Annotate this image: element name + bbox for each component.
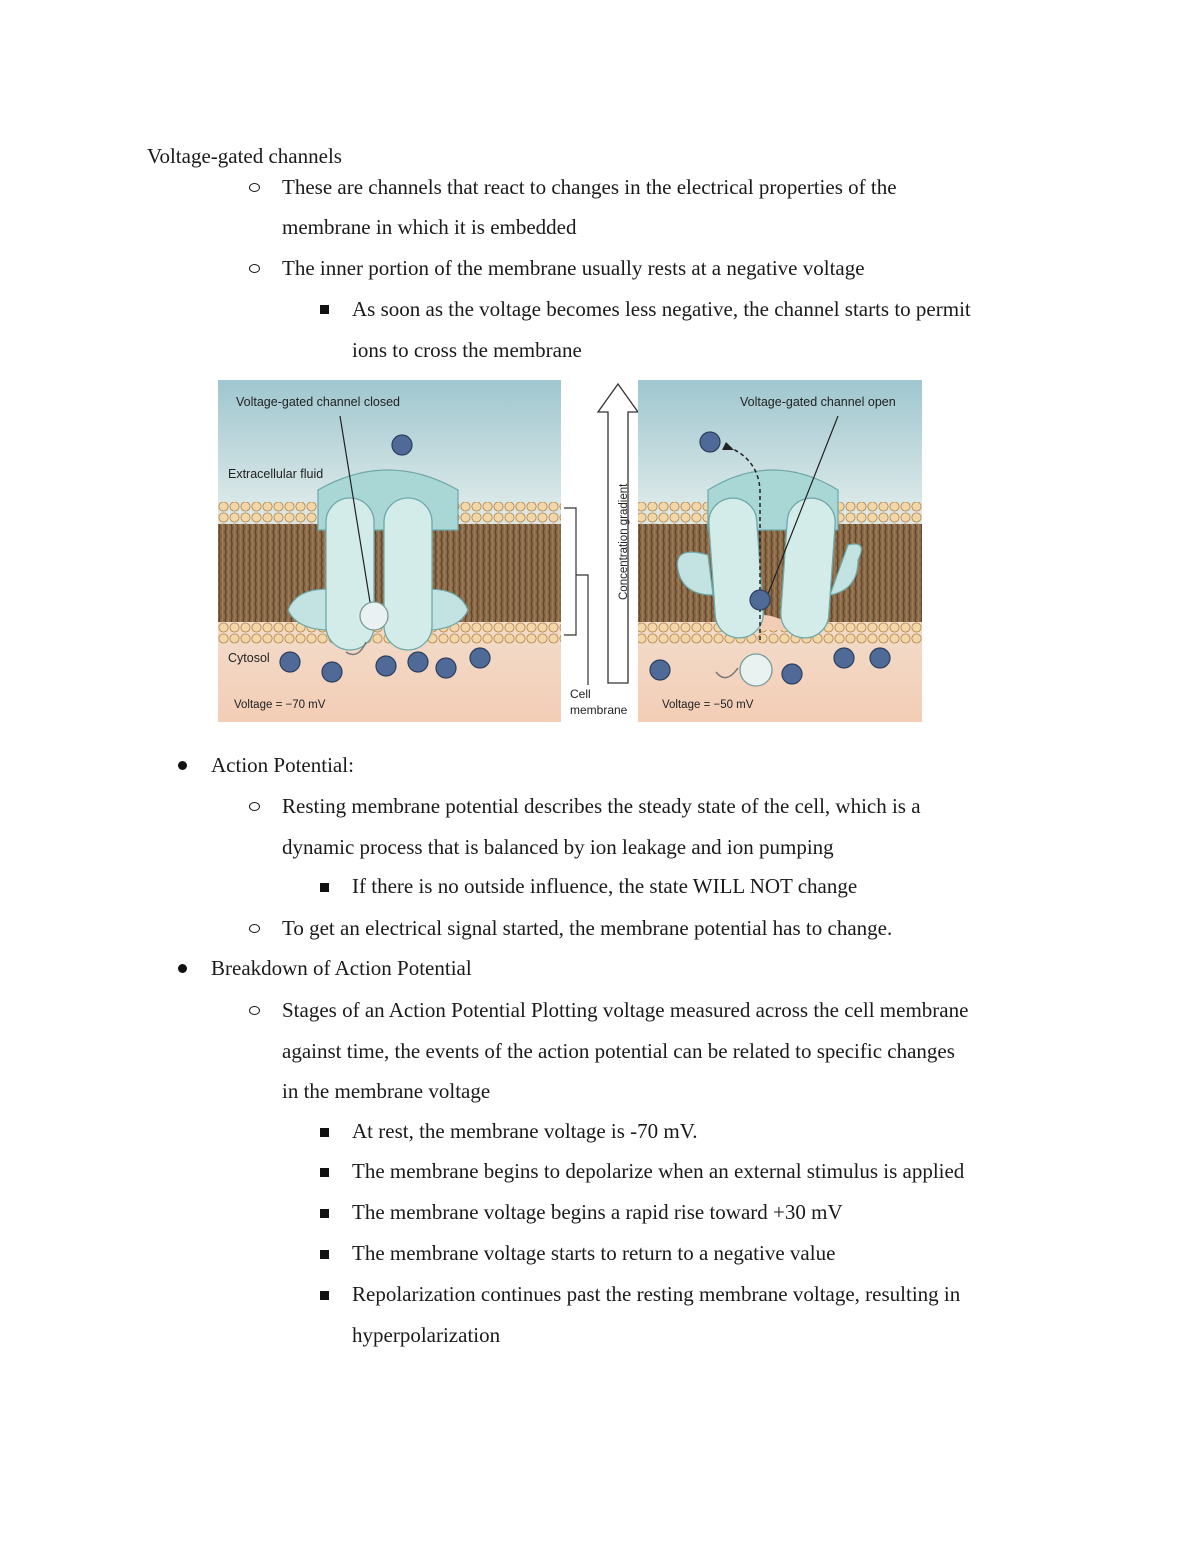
text-vg-b1-l2: membrane in which it is embedded bbox=[282, 215, 577, 239]
text-bd-s4: The membrane voltage starts to return to a negative value bbox=[352, 1241, 836, 1265]
ion-icon bbox=[376, 656, 396, 676]
bullet-square bbox=[320, 1291, 329, 1300]
label-concentration-gradient: Concentration gradient bbox=[618, 483, 630, 600]
bullet-circle bbox=[249, 183, 260, 192]
text-ap-b1a: If there is no outside influence, the state WILL NOT change bbox=[352, 874, 858, 898]
ion-icon bbox=[650, 660, 670, 680]
text-ap-b1-l1: Resting membrane potential describes the steady state of the cell, which is a bbox=[282, 794, 921, 818]
bullet-circle bbox=[249, 264, 260, 273]
gate-ball-icon bbox=[740, 654, 772, 686]
text-bd-s1: At rest, the membrane voltage is -70 mV. bbox=[352, 1119, 698, 1143]
text-bd-s5-l1: Repolarization continues past the resting membrane voltage, resulting in bbox=[352, 1282, 961, 1306]
text-bd-s2: The membrane begins to depolarize when an external stimulus is applied bbox=[352, 1159, 965, 1183]
ion-icon bbox=[408, 652, 428, 672]
text-vg-b2a-l1: As soon as the voltage becomes less negative, the channel starts to permit bbox=[352, 297, 971, 321]
bullet-square bbox=[320, 1209, 329, 1218]
ion-icon bbox=[392, 435, 412, 455]
ion-icon bbox=[436, 658, 456, 678]
label-voltage-closed: Voltage = −70 mV bbox=[234, 699, 326, 711]
label-voltage-open: Voltage = −50 mV bbox=[662, 699, 754, 711]
ion-icon bbox=[750, 590, 770, 610]
text-bd-b1-l3: in the membrane voltage bbox=[282, 1079, 491, 1103]
bullet-square bbox=[320, 1250, 329, 1259]
text-bd-b1-l1: Stages of an Action Potential Plotting voltage measured across the cell membrane bbox=[282, 998, 969, 1022]
gate-ball-icon bbox=[360, 602, 388, 630]
label-membrane: membrane bbox=[570, 703, 628, 717]
label-extracellular: Extracellular fluid bbox=[228, 467, 324, 481]
label-cell: Cell bbox=[570, 687, 591, 701]
text-vg-b1-l1: These are channels that react to changes in the electrical properties of the bbox=[282, 175, 897, 199]
bullet-square bbox=[320, 1128, 329, 1137]
text-vg-b2a-l2: ions to cross the membrane bbox=[352, 338, 582, 362]
text-vg-b2: The inner portion of the membrane usually rests at a negative voltage bbox=[282, 256, 865, 280]
text-ap-b2: To get an electrical signal started, the membrane potential has to change. bbox=[282, 916, 893, 940]
bullet-dot bbox=[178, 964, 187, 973]
bullet-dot bbox=[178, 761, 187, 770]
closed-channel-panel bbox=[218, 380, 561, 722]
text-bd-b1-l2: against time, the events of the action potential can be related to specific changes bbox=[282, 1039, 955, 1063]
bullet-square bbox=[320, 305, 329, 314]
ion-icon bbox=[470, 648, 490, 668]
bullet-circle bbox=[249, 1006, 260, 1015]
bullet-square bbox=[320, 1168, 329, 1177]
bullet-circle bbox=[249, 802, 260, 811]
heading-action-potential: Action Potential: bbox=[211, 753, 354, 777]
label-cytosol: Cytosol bbox=[228, 651, 270, 665]
ion-icon bbox=[280, 652, 300, 672]
label-channel-open: Voltage-gated channel open bbox=[740, 395, 896, 409]
label-channel-closed: Voltage-gated channel closed bbox=[236, 395, 401, 409]
ion-icon bbox=[322, 662, 342, 682]
middle-annotations bbox=[564, 384, 638, 717]
text-ap-b1-l2: dynamic process that is balanced by ion leakage and ion pumping bbox=[282, 835, 834, 859]
bullet-square bbox=[320, 883, 329, 892]
text-bd-s5-l2: hyperpolarization bbox=[352, 1323, 501, 1347]
ion-icon bbox=[700, 432, 720, 452]
ion-icon bbox=[870, 648, 890, 668]
heading-breakdown: Breakdown of Action Potential bbox=[211, 956, 472, 980]
ion-icon bbox=[782, 664, 802, 684]
heading-voltage-gated-channels: Voltage-gated channels bbox=[147, 144, 342, 168]
text-bd-s3: The membrane voltage begins a rapid rise toward +30 mV bbox=[352, 1200, 843, 1224]
voltage-gated-channel-figure bbox=[218, 380, 922, 722]
open-channel-panel bbox=[638, 380, 922, 722]
bullet-circle bbox=[249, 924, 260, 933]
ion-icon bbox=[834, 648, 854, 668]
